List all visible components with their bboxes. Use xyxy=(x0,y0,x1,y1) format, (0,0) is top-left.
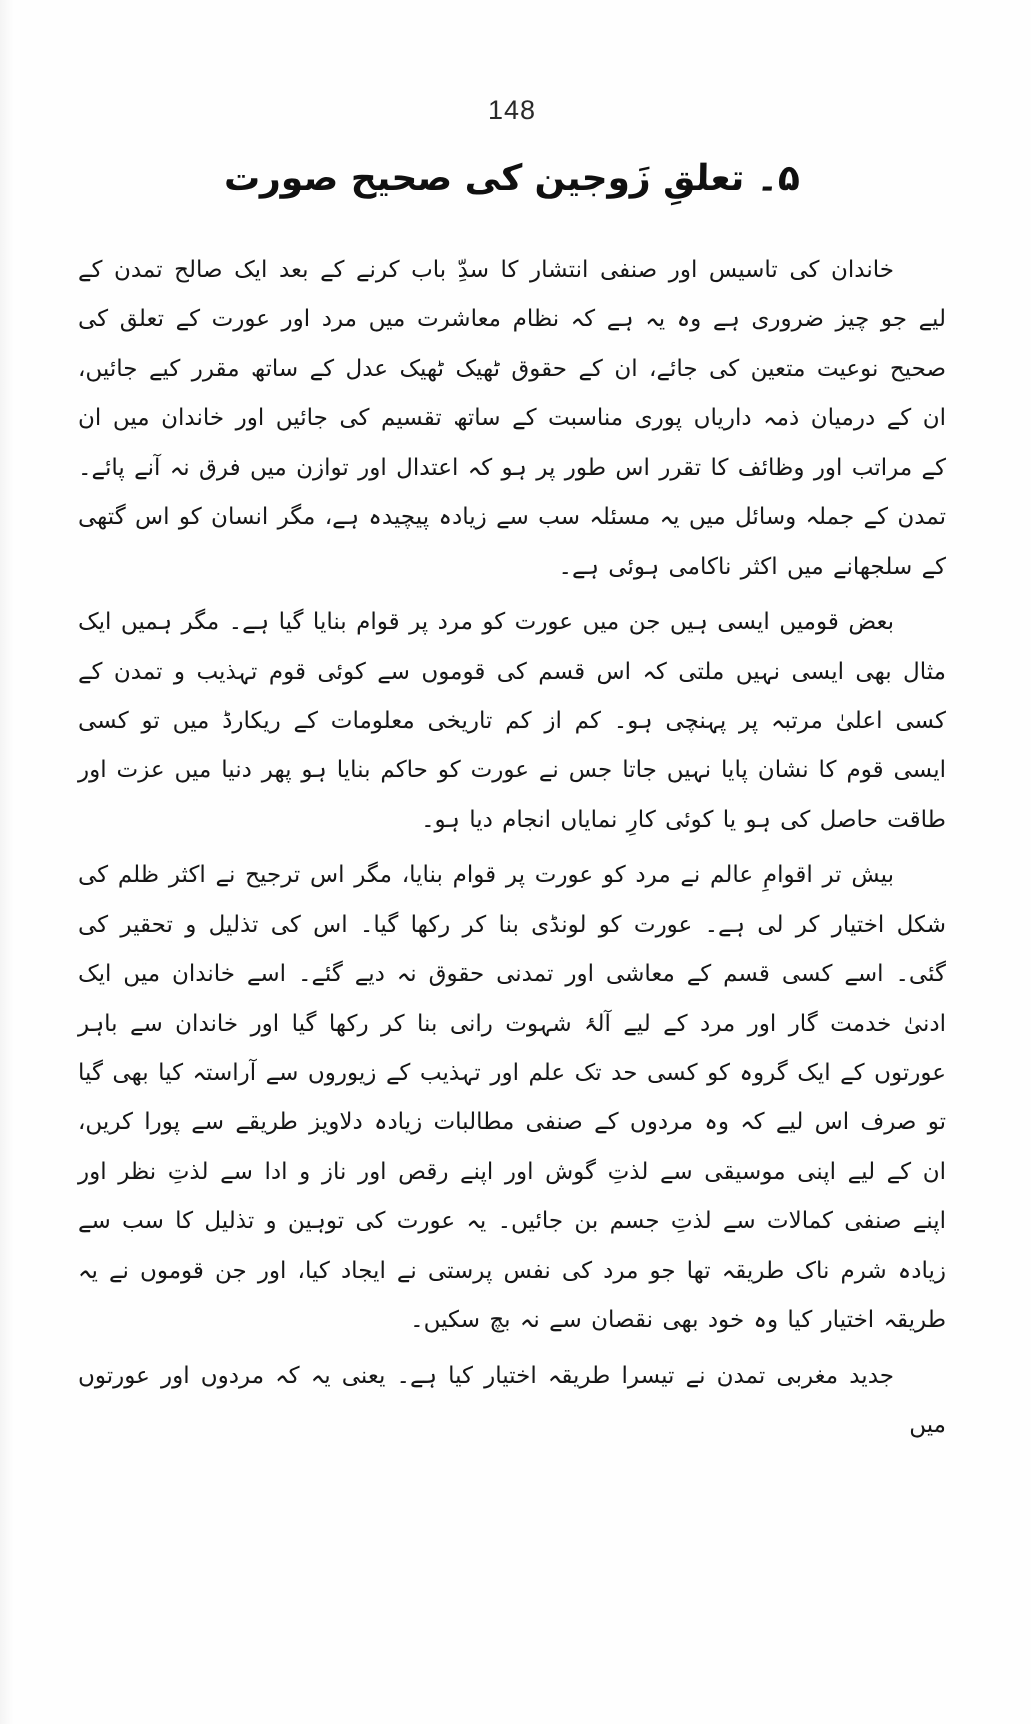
scan-edge-shade xyxy=(0,0,14,1724)
paragraph: بیش تر اقوامِ عالم نے مرد کو عورت پر قوام بنایا، مگر اس ترجیح نے اکثر ظلم کی شکل اختیار کر لی ہے۔ عورت کو لونڈی بنا کر رکھا گیا۔ اس کی تذلیل و تحقیر کی گئی۔ اسے کسی قسم کے معاشی اور تمدنی حقوق نہ دیے گئے۔ اسے خاندان میں ایک ادنیٰ خدمت گار اور مرد کے لیے آلۂ شہوت رانی بنا کر رکھا گیا اور خاندان سے باہر عورتوں کے ایک گروہ کو کسی حد تک علم اور تہذیب کے زیوروں سے آراستہ کیا بھی گیا تو صرف اس لیے کہ وہ مردوں کے صنفی مطالبات زیادہ دلاویز طریقے سے پورا کریں، ان کے لیے اپنی موسیقی سے لذتِ گوش اور اپنے رقص اور ناز و ادا سے لذتِ نظر اور اپنے صنفی کمالات سے لذتِ جسم بن جائیں۔ یہ عورت کی توہین و تذلیل کا سب سے زیادہ شرم ناک طریقہ تھا جو مرد کی نفس پرستی نے ایجاد کیا، اور جن قوموں نے یہ طریقہ اختیار کیا وہ خود بھی نقصان سے نہ بچ سکیں۔ xyxy=(78,862,946,1334)
chapter-heading: ۵۔ تعلقِ زَوجین کی صحیح صورت xyxy=(223,158,801,199)
page-content xyxy=(78,95,946,1451)
page-number: 148 xyxy=(487,95,537,125)
paragraph: خاندان کی تاسیس اور صنفی انتشار کا سدِّ باب کرنے کے بعد ایک صالح تمدن کے لیے جو چیز ضروری ہے وہ یہ ہے کہ نظام معاشرت میں مرد اور عورت کے تعلق کی صحیح نوعیت متعین کی جائے، ان کے حقوق ٹھیک ٹھیک عدل کے ساتھ مقرر کیے جائیں، ان کے درمیان ذمہ داریاں پوری مناسبت کے ساتھ تقسیم کی جائیں اور خاندان میں ان کے مراتب اور وظائف کا تقرر اس طور پر ہو کہ اعتدال اور توازن میں فرق نہ آنے پائے۔ تمدن کے جملہ وسائل میں یہ مسئلہ سب سے زیادہ پیچیدہ ہے، مگر انسان کو اس گتھی کے سلجھانے میں اکثر ناکامی ہوئی ہے۔ xyxy=(78,257,946,580)
paragraph: جدید مغربی تمدن نے تیسرا طریقہ اختیار کیا ہے۔ یعنی یہ کہ مردوں اور عورتوں میں xyxy=(78,1362,946,1439)
paragraph: بعض قومیں ایسی ہیں جن میں عورت کو مرد پر قوام بنایا گیا ہے۔ مگر ہمیں ایک مثال بھی ایسی نہیں ملتی کہ اس قسم کی قوموں سے کوئی قوم تہذیب و تمدن کے کسی اعلیٰ مرتبہ پر پہنچی ہو۔ کم از کم تاریخی معلومات کے ریکارڈ میں تو کسی ایسی قوم کا نشان پایا نہیں جاتا جس نے عورت کو حاکم بنایا ہو پھر دنیا میں عزت اور طاقت حاصل کی ہو یا کوئی کارِ نمایاں انجام دیا ہو۔ xyxy=(78,609,946,833)
body-text xyxy=(78,246,946,1451)
